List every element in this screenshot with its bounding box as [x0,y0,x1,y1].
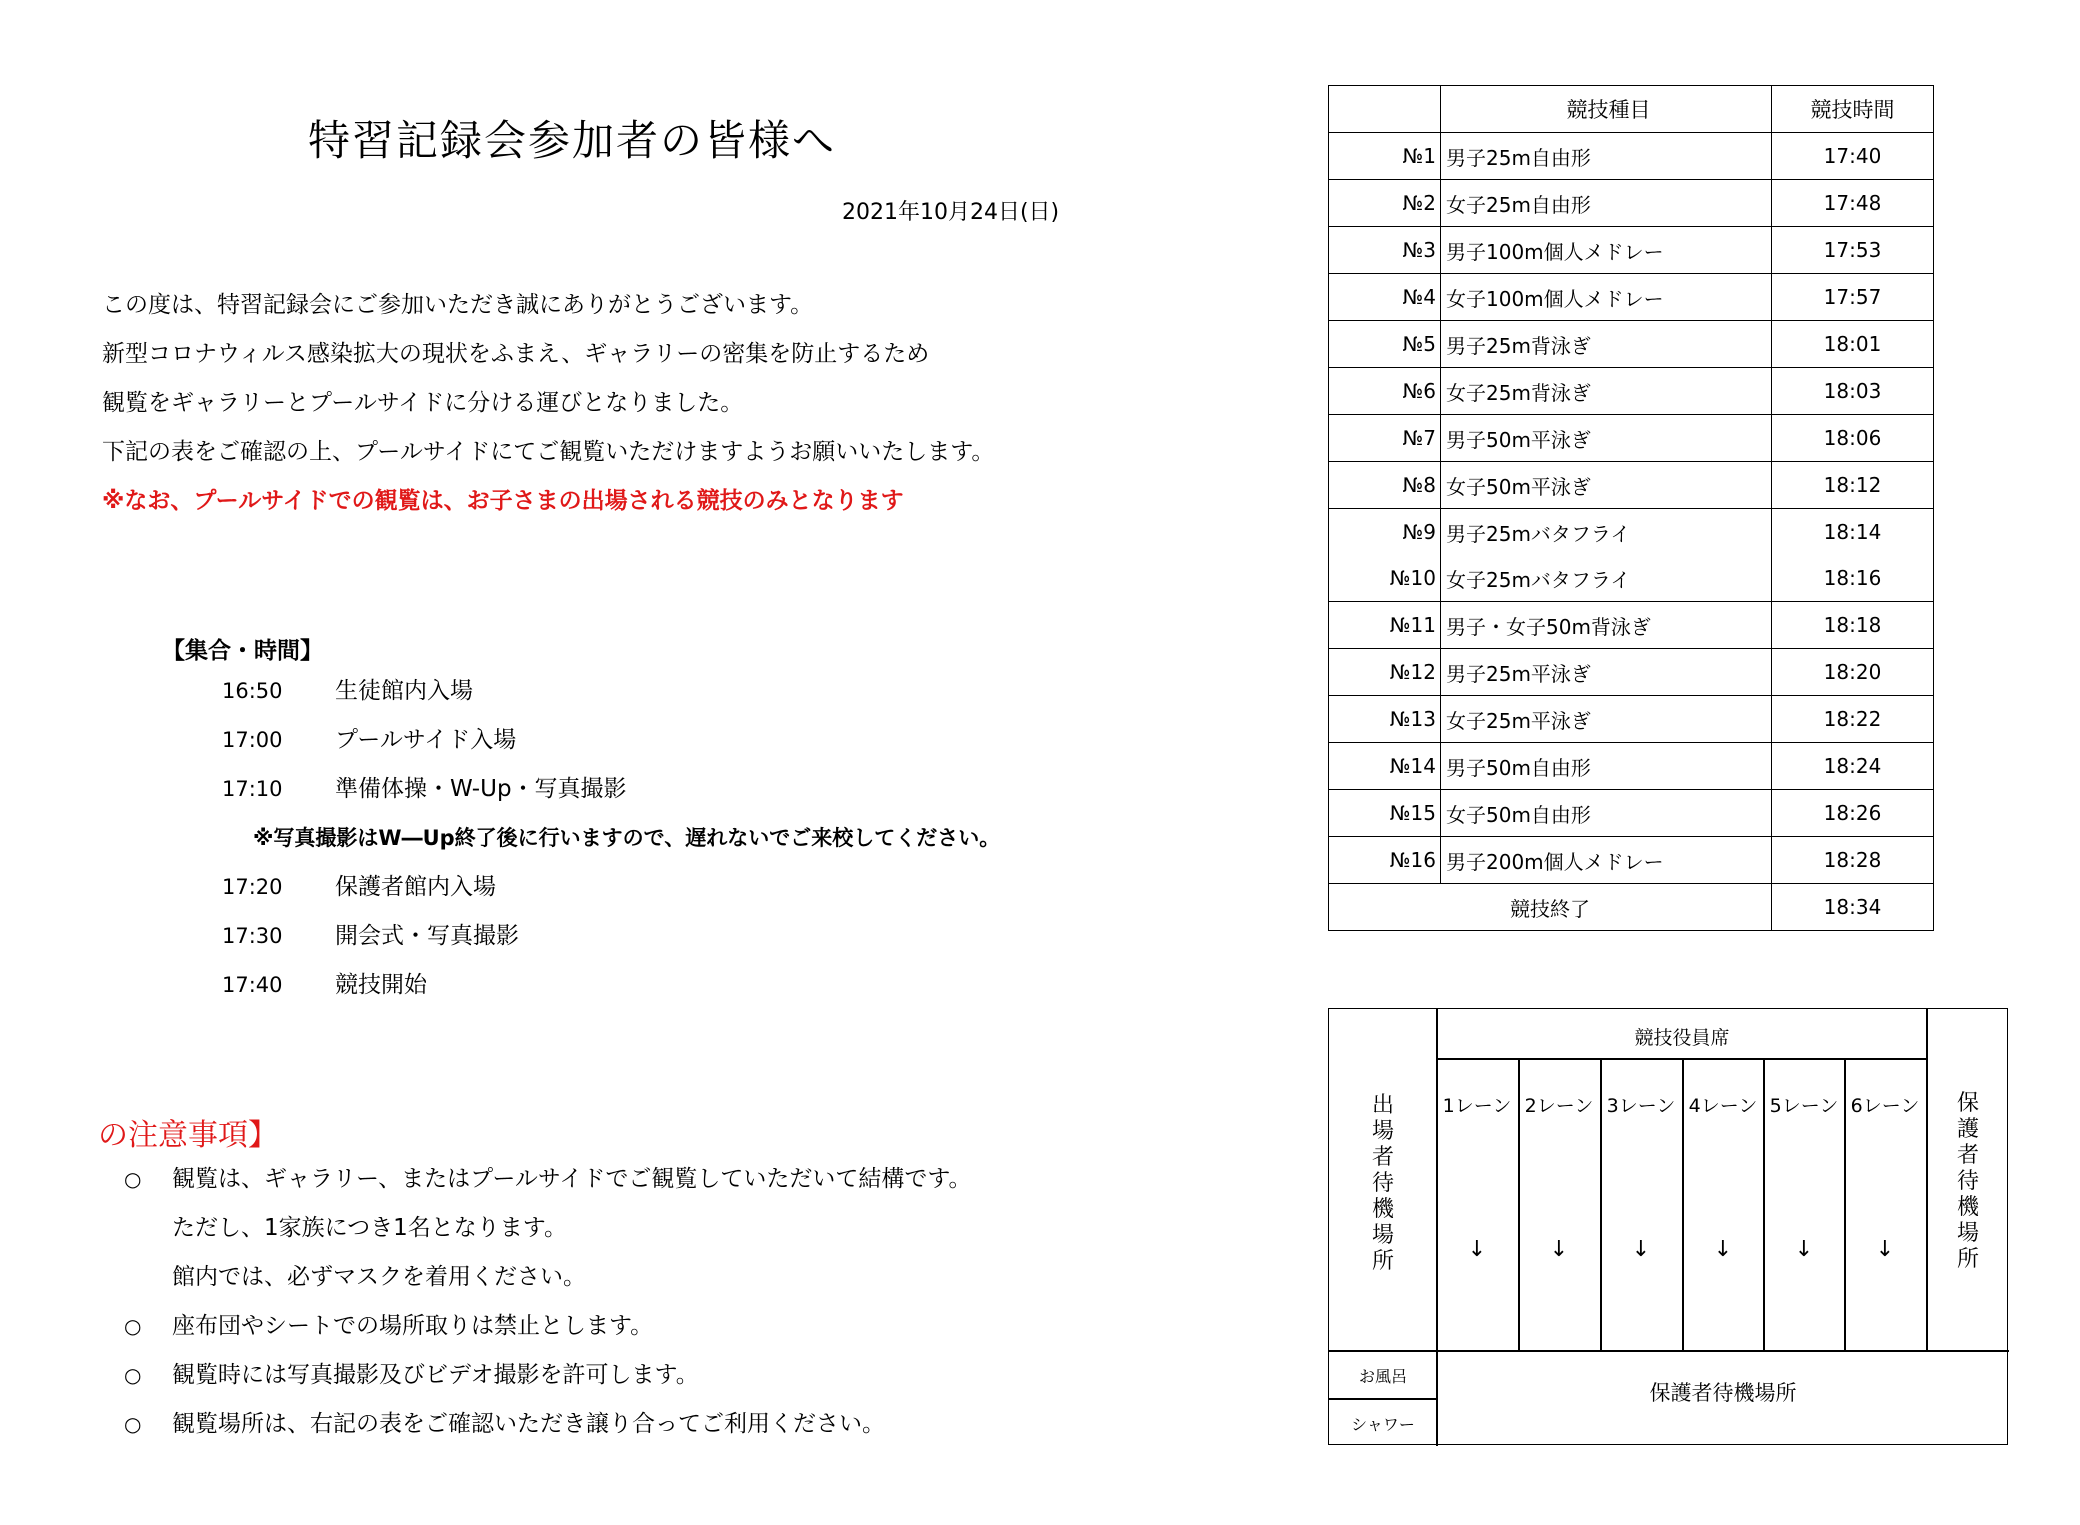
intro-line: この度は、特習記録会にご参加いただき誠にありがとうございます。 [102,292,814,318]
event-number: №16 [1329,837,1441,884]
event-time: 18:01 [1772,321,1934,368]
schedule-event: 競技開始 [335,972,427,998]
event-time: 17:57 [1772,274,1934,321]
caution-text: 観覧場所は、右記の表をご確認いただき譲り合ってご利用ください。 [172,1411,885,1437]
event-time: 18:16 [1772,555,1934,602]
official-seats-label: 競技役員席 [1634,1027,1730,1049]
event-row [1329,368,1934,415]
document-date: 2021年10月24日(日) [842,200,1060,225]
event-name: 女子25m背泳ぎ [1441,368,1772,415]
event-time: 18:18 [1772,602,1934,649]
schedule-event: 保護者館内入場 [335,874,496,900]
schedule-event: 生徒館内入場 [335,678,473,704]
event-time: 18:06 [1772,415,1934,462]
event-number: №8 [1329,462,1441,509]
schedule-time: 17:10 [222,777,283,801]
event-row [1329,415,1934,462]
caution-text: 観覧時には写真撮影及びビデオ撮影を許可します。 [172,1362,699,1388]
schedule-item [0,872,1100,921]
schedule-list [0,676,1100,1019]
event-end-time: 18:34 [1772,884,1934,931]
event-number: №12 [1329,649,1441,696]
caution-text: ただし、1家族につき1名となります。 [172,1215,567,1241]
event-time: 17:40 [1772,133,1934,180]
circle-bullet-icon: ○ [124,1314,142,1338]
circle-bullet-icon: ○ [124,1363,142,1387]
events-header-row [1329,86,1934,133]
caution-text: 座布団やシートでの場所取りは禁止とします。 [172,1313,654,1339]
event-row [1329,555,1934,602]
event-time: 17:53 [1772,227,1934,274]
arrow-down-icon: ↓ [1794,1237,1814,1262]
caution-item [0,1409,1100,1458]
cautions-heading: の注意事項】 [98,1118,278,1153]
schedule-time: 17:20 [222,875,283,899]
schedule-note [0,823,1100,872]
event-time: 18:24 [1772,743,1934,790]
parent-wait-label: 保護者待機場所 [1649,1381,1797,1405]
events-table [1328,85,1934,931]
event-time: 18:14 [1772,509,1934,556]
lane-label: 1レーン [1442,1095,1512,1117]
photo-note: ※写真撮影はW―Up終了後に行いますので、遅れないでご来校してください。 [253,826,1001,850]
event-number: №7 [1329,415,1441,462]
event-row [1329,462,1934,509]
parent-seats-label: 保護者待機場所 [1956,1091,1979,1272]
schedule-item [0,921,1100,970]
lane-label: 2レーン [1524,1095,1594,1117]
event-row [1329,790,1934,837]
event-time: 18:20 [1772,649,1934,696]
swimmer-wait-label: 出場者待機場所 [1371,1093,1394,1274]
event-name: 男子100m個人メドレー [1441,227,1772,274]
event-name: 女子25mバタフライ [1441,555,1772,602]
caution-item [0,1213,1100,1262]
intro-line: 新型コロナウィルス感染拡大の現状をふまえ、ギャラリーの密集を防止するため [102,341,930,367]
event-number: №14 [1329,743,1441,790]
event-row [1329,696,1934,743]
page-title: 特習記録会参加者の皆様へ [308,116,837,165]
caution-item [0,1262,1100,1311]
schedule-time: 16:50 [222,679,283,703]
event-name: 女子25m自由形 [1441,180,1772,227]
cautions-list [0,1164,1100,1458]
event-end-row [1329,884,1934,931]
event-number: №2 [1329,180,1441,227]
schedule-event: 開会式・写真撮影 [335,923,519,949]
caution-item [0,1164,1100,1213]
seating-diagram [1328,1008,2008,1445]
schedule-event: プールサイド入場 [335,727,517,753]
intro-notice: ※なお、プールサイドでの観覧は、お子さまの出場される競技のみとなります [102,488,904,514]
event-row [1329,837,1934,884]
event-row [1329,602,1934,649]
event-number: №15 [1329,790,1441,837]
event-time: 18:28 [1772,837,1934,884]
event-number: №4 [1329,274,1441,321]
event-row [1329,133,1934,180]
event-row [1329,227,1934,274]
schedule-item [0,725,1100,774]
event-row [1329,180,1934,227]
event-end-label: 競技終了 [1329,884,1772,931]
bath-label: お風呂 [1358,1367,1407,1386]
lane-label: 5レーン [1769,1095,1839,1117]
intro-line: 観覧をギャラリーとプールサイドに分ける運びとなりました。 [102,390,744,416]
event-number: №11 [1329,602,1441,649]
schedule-time: 17:40 [222,973,283,997]
event-time: 18:03 [1772,368,1934,415]
caution-item [0,1360,1100,1409]
event-name: 女子25m平泳ぎ [1441,696,1772,743]
event-row [1329,321,1934,368]
event-number: №6 [1329,368,1441,415]
event-number: №3 [1329,227,1441,274]
schedule-time: 17:00 [222,728,283,752]
event-row [1329,743,1934,790]
event-name: 女子50m平泳ぎ [1441,462,1772,509]
event-name: 男子200m個人メドレー [1441,837,1772,884]
event-time: 18:12 [1772,462,1934,509]
event-name: 男子50m平泳ぎ [1441,415,1772,462]
event-time: 18:26 [1772,790,1934,837]
schedule-item [0,774,1100,823]
event-time: 18:22 [1772,696,1934,743]
event-name: 女子100m個人メドレー [1441,274,1772,321]
header-time: 競技時間 [1772,86,1934,133]
intro-line: 下記の表をご確認の上、プールサイドにてご観覧いただけますようお願いいたします。 [102,439,995,465]
arrow-down-icon: ↓ [1467,1237,1487,1262]
caution-text: 観覧は、ギャラリー、またはプールサイドでご観覧していただいて結構です。 [172,1166,972,1192]
arrow-down-icon: ↓ [1549,1237,1569,1262]
lane-label: 3レーン [1606,1095,1676,1117]
event-name: 女子50m自由形 [1441,790,1772,837]
schedule-item [0,676,1100,725]
event-number: №10 [1329,555,1441,602]
schedule-event: 準備体操・W-Up・写真撮影 [335,776,627,802]
arrow-down-icon: ↓ [1713,1237,1733,1262]
intro-paragraph [102,290,994,535]
event-name: 男子・女子50m背泳ぎ [1441,602,1772,649]
caution-text: 館内では、必ずマスクを着用ください。 [172,1264,586,1290]
event-number: №9 [1329,509,1441,556]
event-name: 男子25m背泳ぎ [1441,321,1772,368]
event-number: №13 [1329,696,1441,743]
shower-label: シャワー [1351,1415,1415,1434]
event-row [1329,274,1934,321]
event-name: 男子25m自由形 [1441,133,1772,180]
event-name: 男子25m平泳ぎ [1441,649,1772,696]
lane-label: 4レーン [1688,1095,1758,1117]
arrow-down-icon: ↓ [1875,1237,1895,1262]
event-row [1329,509,1934,556]
event-name: 男子50m自由形 [1441,743,1772,790]
event-number: №5 [1329,321,1441,368]
caution-item [0,1311,1100,1360]
header-event: 競技種目 [1441,86,1772,133]
lane-label: 6レーン [1850,1095,1920,1117]
circle-bullet-icon: ○ [124,1167,142,1191]
arrow-down-icon: ↓ [1631,1237,1651,1262]
schedule-time: 17:30 [222,924,283,948]
schedule-heading: 【集合・時間】 [162,638,323,664]
event-row [1329,649,1934,696]
event-name: 男子25mバタフライ [1441,509,1772,556]
schedule-item [0,970,1100,1019]
event-number: №1 [1329,133,1441,180]
header-no [1329,86,1441,133]
event-time: 17:48 [1772,180,1934,227]
circle-bullet-icon: ○ [124,1412,142,1436]
